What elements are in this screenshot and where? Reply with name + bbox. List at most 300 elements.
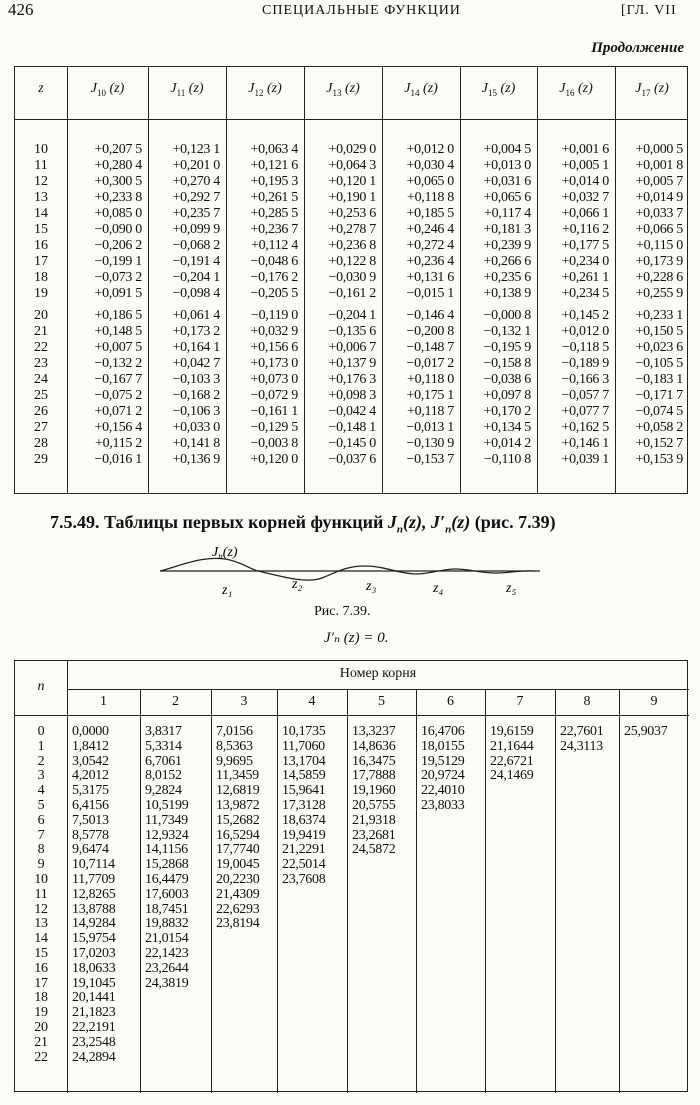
table-cell: +0,137 9	[328, 356, 376, 371]
table-cell: 24,3819	[145, 975, 189, 991]
table-cell: +0,039 1	[561, 452, 609, 467]
table-cell: 18,0633	[72, 960, 116, 976]
z-value: 15	[34, 222, 48, 237]
table-cell: 11,7349	[145, 812, 188, 828]
table-cell: −0,168 2	[172, 388, 220, 403]
table-cell: +0,300 5	[94, 174, 142, 189]
table-cell: 22,1423	[145, 945, 189, 961]
header-function: J	[559, 81, 566, 96]
column-header	[226, 81, 304, 105]
table-cell: +0,065 0	[406, 174, 454, 189]
column-header	[148, 81, 226, 105]
table-cell: 16,5294	[216, 827, 260, 843]
column-divider	[416, 689, 417, 1093]
root-number-header: 8	[583, 694, 591, 709]
table-cell: +0,097 8	[483, 388, 531, 403]
column-divider	[537, 67, 538, 493]
table-cell: 18,7451	[145, 901, 189, 917]
running-title: СПЕЦИАЛЬНЫЕ ФУНКЦИИ	[262, 3, 461, 18]
table-cell: −0,038 6	[483, 372, 531, 387]
table-cell: 12,6819	[216, 783, 260, 799]
table-cell: 15,2868	[145, 857, 189, 873]
table-cell: +0,030 4	[406, 158, 454, 173]
z-value: 19	[34, 286, 48, 301]
table-cell: +0,118 8	[407, 190, 454, 205]
table-cell: +0,120 0	[250, 452, 298, 467]
z-value: 22	[34, 340, 48, 355]
table-cell: −0,003 8	[250, 436, 298, 451]
n-value: 9	[37, 857, 45, 873]
table-cell: +0,261 1	[561, 270, 609, 285]
table-cell: +0,136 9	[172, 452, 220, 467]
table-cell: −0,191 4	[172, 254, 220, 269]
table-cell: −0,171 7	[635, 388, 683, 403]
table-cell: −0,195 9	[483, 340, 531, 355]
header-argument: (z)	[574, 81, 593, 96]
table-cell: +0,122 8	[328, 254, 376, 269]
table-cell: −0,119 0	[251, 308, 298, 323]
table-cell: 13,8788	[72, 901, 116, 917]
column-divider	[485, 689, 486, 1093]
table-cell: 7,0156	[216, 724, 253, 739]
table-cell: +0,007 5	[94, 340, 142, 355]
row-divider	[15, 715, 689, 716]
root-column	[624, 725, 667, 740]
zero-label-5: z₅	[506, 581, 517, 596]
table-cell: 19,8832	[145, 916, 189, 932]
header-function: J	[90, 81, 97, 96]
table-cell: 0,0000	[72, 724, 109, 739]
table-cell: 16,4706	[421, 724, 465, 739]
bessel-zeros-figure	[150, 536, 550, 600]
n-value: 14	[34, 931, 48, 947]
table-cell: −0,204 1	[172, 270, 220, 285]
table-cell: 9,6474	[72, 842, 109, 858]
n-value: 21	[34, 1034, 48, 1050]
table-cell: +0,085 0	[94, 206, 142, 221]
table-cell: +0,118 0	[407, 372, 454, 387]
table-cell: 24,5872	[352, 842, 396, 858]
table-cell: 21,2291	[282, 842, 326, 858]
root-column	[145, 725, 188, 991]
table-cell: +0,000 5	[635, 142, 683, 157]
header-function: J	[635, 81, 642, 96]
table-cell: +0,066 1	[561, 206, 609, 221]
table-cell: +0,118 7	[407, 404, 454, 419]
table-header-divider	[15, 119, 687, 120]
column-header	[382, 81, 460, 105]
bessel-roots-table	[14, 660, 688, 1092]
table-cell: 17,7740	[216, 842, 260, 858]
table-cell: +0,120 1	[328, 174, 376, 189]
table-cell: +0,261 5	[250, 190, 298, 205]
table-cell: −0,167 7	[94, 372, 142, 387]
table-cell: −0,017 2	[406, 356, 454, 371]
table-cell: −0,013 1	[406, 420, 454, 435]
table-cell: 21,9318	[352, 812, 396, 828]
value-column	[150, 142, 220, 468]
table-cell: +0,014 9	[635, 190, 683, 205]
n-column	[15, 725, 67, 1065]
table-cell: +0,236 7	[250, 222, 298, 237]
header-argument: (z)	[341, 81, 360, 96]
value-column	[69, 142, 142, 468]
table-cell: +0,013 0	[483, 158, 531, 173]
table-cell: +0,006 7	[328, 340, 376, 355]
n-column-header: n	[37, 679, 45, 694]
table-cell: 19,5129	[421, 753, 465, 769]
table-cell: +0,246 4	[406, 222, 454, 237]
column-divider	[304, 67, 305, 493]
table-cell: +0,170 2	[483, 404, 531, 419]
table-cell: −0,105 5	[635, 356, 683, 371]
header-order: 17	[641, 87, 651, 98]
table-cell: −0,000 8	[483, 308, 531, 323]
table-cell: −0,135 6	[328, 324, 376, 339]
z-column	[15, 142, 67, 468]
column-divider	[67, 67, 68, 493]
n-value: 2	[37, 753, 45, 769]
table-cell: 18,6374	[282, 812, 326, 828]
table-cell: +0,141 8	[172, 436, 220, 451]
table-cell: −0,161 2	[328, 286, 376, 301]
table-cell: 23,7608	[282, 871, 326, 887]
table-cell: −0,057 7	[561, 388, 609, 403]
root-column	[560, 725, 603, 755]
table-cell: −0,161 1	[250, 404, 298, 419]
table-cell: 20,5755	[352, 797, 396, 813]
table-cell: 6,4156	[72, 797, 109, 813]
table-cell: −0,015 1	[406, 286, 454, 301]
table-cell: 22,6293	[216, 901, 260, 917]
table-cell: +0,186 5	[94, 308, 142, 323]
table-cell: 18,0155	[421, 738, 465, 754]
root-column	[490, 725, 533, 784]
table-cell: 10,7114	[72, 857, 115, 873]
table-cell: 22,4010	[421, 783, 465, 799]
table-cell: 13,1704	[282, 753, 326, 769]
table-cell: +0,164 1	[172, 340, 220, 355]
header-function: J	[248, 81, 255, 96]
table-cell: +0,253 6	[328, 206, 376, 221]
table-cell: 23,2681	[352, 827, 396, 843]
header-function: J	[404, 81, 411, 96]
column-divider	[382, 67, 383, 493]
n-value: 0	[37, 724, 45, 739]
table-cell: −0,048 6	[250, 254, 298, 269]
table-cell: 25,9037	[624, 724, 668, 739]
table-cell: −0,037 6	[328, 452, 376, 467]
table-cell: +0,121 6	[250, 158, 298, 173]
table-cell: 17,6003	[145, 886, 189, 902]
table-cell: 10,1735	[282, 724, 326, 739]
table-cell: 20,9724	[421, 768, 465, 784]
table-cell: −0,189 9	[561, 356, 609, 371]
n-value: 20	[34, 1019, 48, 1035]
table-cell: +0,029 0	[328, 142, 376, 157]
table-cell: +0,012 0	[561, 324, 609, 339]
table-cell: +0,134 5	[483, 420, 531, 435]
header-argument: (z)	[185, 81, 204, 96]
z-value: 23	[34, 356, 48, 371]
table-cell: 23,8194	[216, 916, 260, 932]
table-cell: +0,156 4	[94, 420, 142, 435]
root-number-header: 7	[516, 694, 524, 709]
table-cell: 22,5014	[282, 857, 326, 873]
table-cell: 17,0203	[72, 945, 116, 961]
zero-label-4: z₄	[433, 581, 444, 596]
header-order: 14	[410, 87, 420, 98]
z-value: 17	[34, 254, 48, 269]
table-cell: −0,158 8	[483, 356, 531, 371]
table-cell: 14,9284	[72, 916, 116, 932]
table-cell: +0,116 2	[562, 222, 609, 237]
root-number-header: 2	[172, 694, 179, 709]
table-cell: −0,200 8	[406, 324, 454, 339]
table-cell: 21,1823	[72, 1005, 116, 1021]
table-cell: 11,3459	[216, 768, 259, 784]
table-cell: +0,177 5	[561, 238, 609, 253]
column-divider	[615, 67, 616, 493]
table-cell: −0,146 4	[406, 308, 454, 323]
header-order: 16	[565, 87, 575, 98]
table-cell: +0,123 1	[172, 142, 220, 157]
table-cell: +0,153 9	[635, 452, 683, 467]
header-argument: (z)	[650, 81, 669, 96]
table-cell: +0,023 6	[635, 340, 683, 355]
root-number-header: 1	[100, 694, 107, 709]
column-header	[615, 81, 689, 105]
table-cell: 15,9754	[72, 931, 116, 947]
table-cell: +0,152 7	[635, 436, 683, 451]
table-cell: +0,077 7	[561, 404, 609, 419]
value-column	[228, 142, 298, 468]
table-cell: 24,2894	[72, 1049, 116, 1065]
z-column-header: z	[38, 81, 44, 96]
table-cell: 24,1469	[490, 768, 534, 784]
z-value: 29	[34, 452, 48, 467]
n-value: 12	[34, 901, 48, 917]
formula: J′ₙ (z) = 0.	[324, 630, 389, 646]
table-cell: 13,9872	[216, 797, 260, 813]
value-column	[617, 142, 683, 468]
table-cell: 12,8265	[72, 886, 116, 902]
table-cell: −0,042 4	[328, 404, 376, 419]
table-cell: +0,001 8	[635, 158, 683, 173]
table-cell: +0,280 4	[94, 158, 142, 173]
table-cell: +0,285 5	[250, 206, 298, 221]
table-cell: −0,176 2	[250, 270, 298, 285]
table-cell: +0,272 4	[406, 238, 454, 253]
table-cell: +0,033 0	[172, 420, 220, 435]
table-cell: +0,278 7	[328, 222, 376, 237]
table-cell: −0,153 7	[406, 452, 454, 467]
table-cell: 1,8412	[72, 738, 109, 754]
header-order: 15	[487, 87, 497, 98]
table-cell: +0,004 5	[483, 142, 531, 157]
table-cell: 19,1960	[352, 783, 396, 799]
table-cell: 17,3128	[282, 797, 326, 813]
table-cell: +0,064 3	[328, 158, 376, 173]
table-cell: −0,199 1	[94, 254, 142, 269]
table-cell: +0,185 5	[406, 206, 454, 221]
table-cell: −0,132 2	[94, 356, 142, 371]
table-cell: 14,5859	[282, 768, 326, 784]
table-cell: +0,233 8	[94, 190, 142, 205]
table-cell: +0,156 6	[250, 340, 298, 355]
table-cell: 22,2191	[72, 1019, 116, 1035]
z-value: 27	[34, 420, 48, 435]
table-cell: +0,066 5	[635, 222, 683, 237]
table-cell: 10,5199	[145, 797, 189, 813]
table-cell: +0,099 9	[172, 222, 220, 237]
column-divider	[211, 689, 212, 1093]
root-number-header: 5	[378, 694, 385, 709]
table-cell: +0,195 3	[250, 174, 298, 189]
table-cell: +0,098 3	[328, 388, 376, 403]
table-cell: +0,071 2	[94, 404, 142, 419]
table-cell: +0,117 4	[484, 206, 531, 221]
table-cell: +0,091 5	[94, 286, 142, 301]
root-number-header: 4	[308, 694, 316, 709]
table-cell: 16,4479	[145, 871, 189, 887]
table-cell: 9,2824	[145, 783, 182, 799]
table-cell: +0,235 7	[172, 206, 220, 221]
n-value: 13	[34, 916, 48, 932]
column-divider	[555, 689, 556, 1093]
n-value: 5	[37, 797, 45, 813]
n-value: 8	[37, 842, 45, 858]
table-cell: 7,5013	[72, 812, 109, 828]
z-value: 14	[34, 206, 48, 221]
table-cell: +0,032 9	[250, 324, 298, 339]
header-function: J	[481, 81, 488, 96]
n-value: 11	[34, 886, 48, 902]
table-cell: +0,058 2	[635, 420, 683, 435]
table-cell: −0,110 8	[484, 452, 531, 467]
table-cell: 20,1441	[72, 990, 116, 1006]
root-column	[352, 725, 395, 858]
table-cell: +0,061 4	[172, 308, 220, 323]
table-cell: 4,2012	[72, 768, 109, 784]
table-cell: +0,201 0	[172, 158, 220, 173]
column-header	[460, 81, 537, 105]
header-function: J	[170, 81, 177, 96]
table-cell: −0,068 2	[172, 238, 220, 253]
header-order: 12	[254, 87, 264, 98]
table-cell: 22,7601	[560, 724, 604, 739]
n-value: 15	[34, 945, 48, 961]
column-divider	[347, 689, 348, 1093]
value-column	[462, 142, 531, 468]
table-cell: 8,5778	[72, 827, 109, 843]
table-cell: −0,075 2	[94, 388, 142, 403]
table-cell: +0,236 8	[328, 238, 376, 253]
n-value: 18	[34, 990, 48, 1006]
column-divider	[140, 689, 141, 1093]
table-cell: 5,3175	[72, 783, 109, 799]
table-cell: −0,074 5	[635, 404, 683, 419]
table-cell: −0,090 0	[94, 222, 142, 237]
table-cell: +0,266 6	[483, 254, 531, 269]
continuation-label: Продолжение	[591, 40, 684, 56]
table-cell: +0,233 1	[635, 308, 683, 323]
column-divider	[277, 689, 278, 1093]
table-cell: +0,148 5	[94, 324, 142, 339]
column-header	[537, 81, 615, 105]
table-cell: −0,205 5	[250, 286, 298, 301]
table-cell: −0,204 1	[328, 308, 376, 323]
table-cell: −0,148 1	[328, 420, 376, 435]
root-number-group-header: Номер корня	[339, 666, 417, 681]
table-cell: +0,234 5	[561, 286, 609, 301]
table-cell: +0,033 7	[635, 206, 683, 221]
table-cell: −0,073 2	[94, 270, 142, 285]
table-cell: 14,1156	[145, 842, 188, 858]
table-cell: +0,115 2	[95, 436, 142, 451]
table-cell: 19,6159	[490, 724, 534, 739]
table-cell: +0,031 6	[483, 174, 531, 189]
table-cell: 24,3113	[560, 738, 603, 754]
table-cell: 9,9695	[216, 753, 253, 769]
table-cell: +0,173 0	[250, 356, 298, 371]
z-value: 26	[34, 404, 48, 419]
table-cell: +0,173 2	[172, 324, 220, 339]
table-cell: −0,118 5	[562, 340, 609, 355]
z-value: 20	[34, 308, 48, 323]
figure-caption: Рис. 7.39.	[314, 604, 371, 619]
column-divider	[148, 67, 149, 493]
root-column	[282, 725, 325, 888]
n-value: 4	[37, 783, 45, 799]
table-cell: +0,042 7	[172, 356, 220, 371]
column-header	[304, 81, 382, 105]
z-value: 16	[34, 238, 48, 253]
table-cell: +0,005 7	[635, 174, 683, 189]
header-order: 13	[332, 87, 342, 98]
table-cell: −0,106 3	[172, 404, 220, 419]
table-cell: 14,8636	[352, 738, 396, 754]
n-value: 7	[37, 827, 45, 843]
column-divider	[460, 67, 461, 493]
table-cell: +0,146 1	[561, 436, 609, 451]
column-divider	[67, 661, 68, 1093]
n-value: 22	[34, 1049, 48, 1065]
table-cell: +0,270 4	[172, 174, 220, 189]
table-cell: +0,131 6	[406, 270, 454, 285]
bessel-values-table	[14, 66, 688, 494]
header-order: 10	[96, 87, 106, 98]
root-number-header: 6	[447, 694, 454, 709]
table-cell: +0,175 1	[406, 388, 454, 403]
table-cell: 11,7709	[72, 871, 115, 887]
table-cell: +0,190 1	[328, 190, 376, 205]
table-cell: +0,012 0	[406, 142, 454, 157]
column-header	[67, 81, 148, 105]
table-cell: 3,8317	[145, 724, 182, 739]
table-cell: +0,235 6	[483, 270, 531, 285]
table-cell: −0,072 9	[250, 388, 298, 403]
n-value: 1	[37, 738, 45, 754]
root-number-header: 3	[240, 694, 248, 709]
section-title: 7.5.49. Таблицы первых корней функций $J_n(z)$, $J'_n(z)$ (рис. 7.39)	[50, 512, 556, 536]
table-cell: −0,145 0	[328, 436, 376, 451]
table-cell: 6,7061	[145, 753, 182, 769]
table-cell: −0,132 1	[483, 324, 531, 339]
table-cell: −0,166 3	[561, 372, 609, 387]
n-value: 17	[34, 975, 48, 991]
table-cell: 19,9419	[282, 827, 326, 843]
